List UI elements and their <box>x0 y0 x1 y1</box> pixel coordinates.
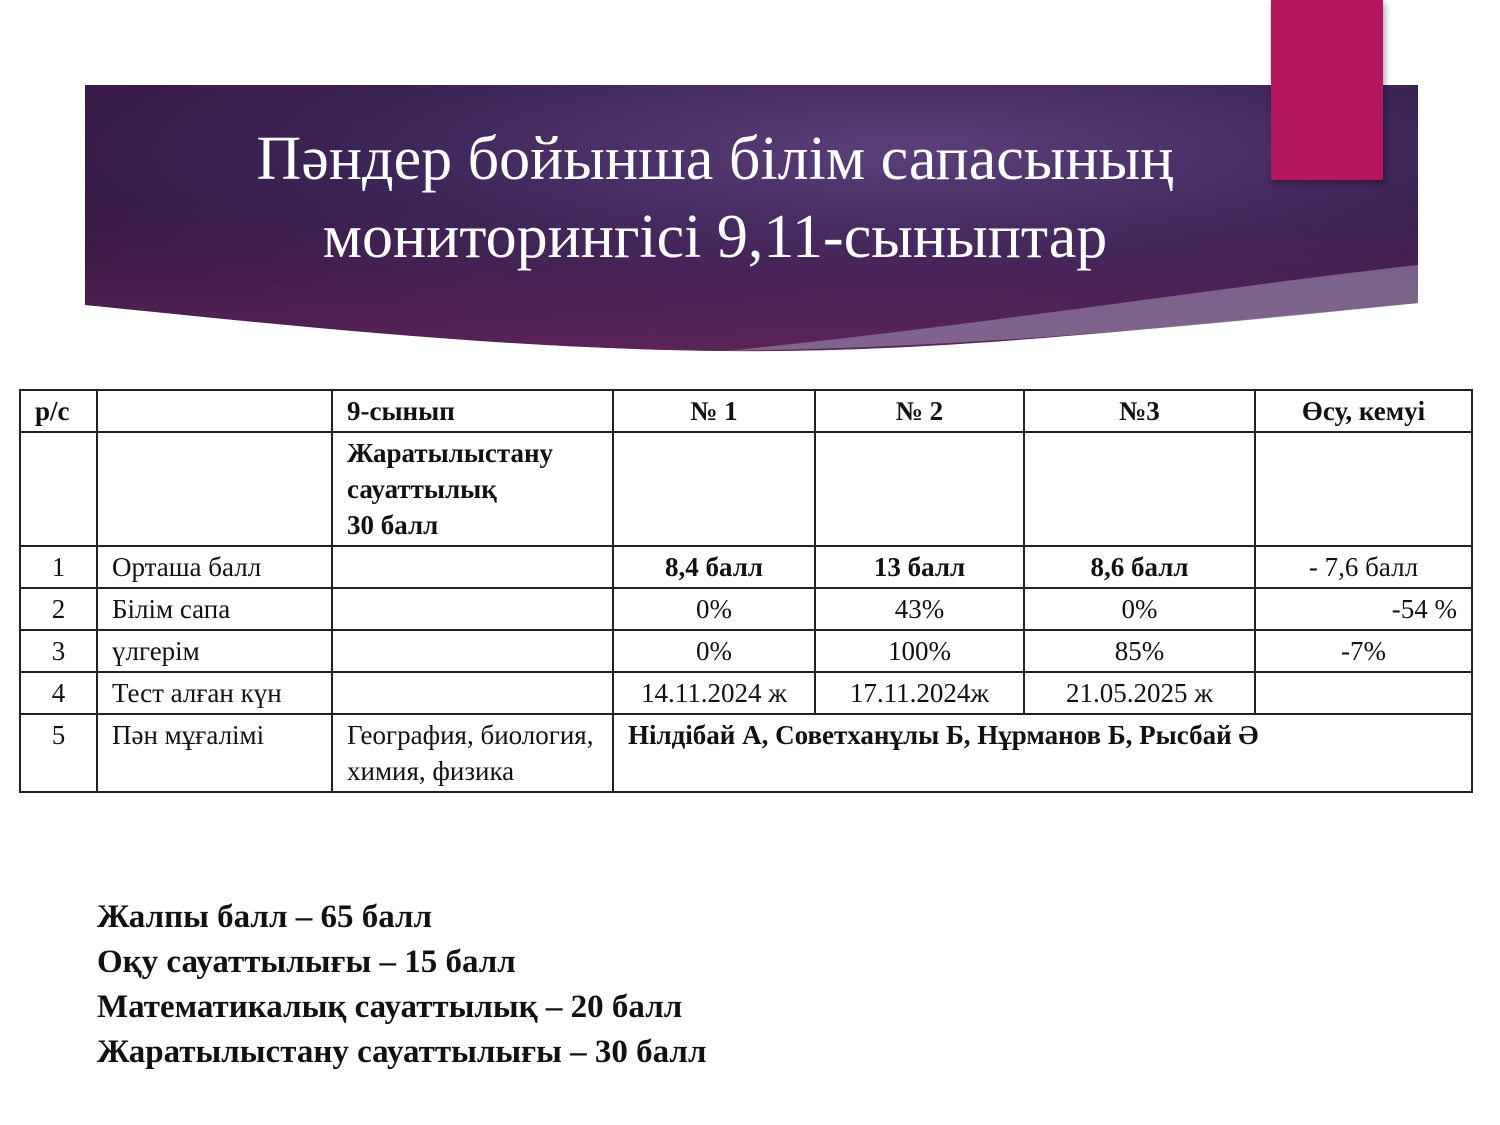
header-n2: № 2 <box>815 390 1024 432</box>
table-row <box>20 630 1472 672</box>
table-row <box>20 546 1472 588</box>
page-title <box>85 120 1345 276</box>
subject-line-3: 30 балл <box>347 510 439 540</box>
row-n1: 0% <box>613 630 815 672</box>
row-n3: 85% <box>1024 630 1255 672</box>
row-num: 5 <box>20 714 97 792</box>
table-cell <box>613 432 815 546</box>
row-num: 3 <box>20 630 97 672</box>
header-n3: №3 <box>1024 390 1255 432</box>
row-n3: 21.05.2025 ж <box>1024 672 1255 714</box>
subject-cell <box>332 432 613 546</box>
row-n1: 8,4 балл <box>613 546 815 588</box>
row-num: 4 <box>20 672 97 714</box>
header-num: р/с <box>20 390 97 432</box>
row-label: Білім сапа <box>97 588 332 630</box>
table-cell <box>332 672 613 714</box>
subject-row <box>20 432 1472 546</box>
header-row <box>20 390 1472 432</box>
legend-reading: Оқу сауаттылығы – 15 балл <box>97 944 516 980</box>
row-n1: 14.11.2024 ж <box>613 672 815 714</box>
score-legend <box>97 895 706 1075</box>
row-growth <box>1255 672 1472 714</box>
row-num: 2 <box>20 588 97 630</box>
row-n2: 43% <box>815 588 1024 630</box>
teacher-subjects: География, биология, химия, физика <box>332 714 613 792</box>
row-n2: 13 балл <box>815 546 1024 588</box>
subject-line-1: Жаратылыстану <box>347 438 554 468</box>
row-n3: 0% <box>1024 588 1255 630</box>
row-n2: 100% <box>815 630 1024 672</box>
table-cell <box>332 546 613 588</box>
row-label: Пән мұғалімі <box>97 714 332 792</box>
row-n1: 0% <box>613 588 815 630</box>
row-growth: - 7,6 балл <box>1255 546 1472 588</box>
row-label: үлгерім <box>97 630 332 672</box>
title-line-2: мониторингісі 9,11-сыныптар <box>322 203 1108 271</box>
header-n1: № 1 <box>613 390 815 432</box>
teacher-row <box>20 714 1472 792</box>
table-row <box>20 672 1472 714</box>
row-n2: 17.11.2024ж <box>815 672 1024 714</box>
table-row <box>20 588 1472 630</box>
title-line-1: Пәндер бойынша білім сапасының <box>256 125 1174 193</box>
table-cell <box>332 630 613 672</box>
monitoring-table <box>19 389 1473 793</box>
row-num: 1 <box>20 546 97 588</box>
row-growth: -7% <box>1255 630 1472 672</box>
header-class: 9-сынып <box>332 390 613 432</box>
legend-math: Математикалық сауаттылық – 20 балл <box>97 989 683 1025</box>
row-label: Орташа балл <box>97 546 332 588</box>
header-growth: Өсу, кемуі <box>1255 390 1472 432</box>
legend-science: Жаратылыстану сауаттылығы – 30 балл <box>97 1034 707 1070</box>
subject-line-2: сауаттылық <box>347 474 497 504</box>
row-label: Тест алған күн <box>97 672 332 714</box>
legend-total: Жалпы балл – 65 балл <box>97 899 433 935</box>
teacher-names: Нілдібай А, Советханұлы Б, Нұрманов Б, Рысбай Ә <box>613 714 1472 792</box>
row-n3: 8,6 балл <box>1024 546 1255 588</box>
header-blank <box>97 390 332 432</box>
table-cell <box>1024 432 1255 546</box>
table-cell <box>20 432 97 546</box>
table-cell <box>815 432 1024 546</box>
table-cell <box>1255 432 1472 546</box>
table-cell <box>97 432 332 546</box>
row-growth: -54 % <box>1255 588 1472 630</box>
table-cell <box>332 588 613 630</box>
